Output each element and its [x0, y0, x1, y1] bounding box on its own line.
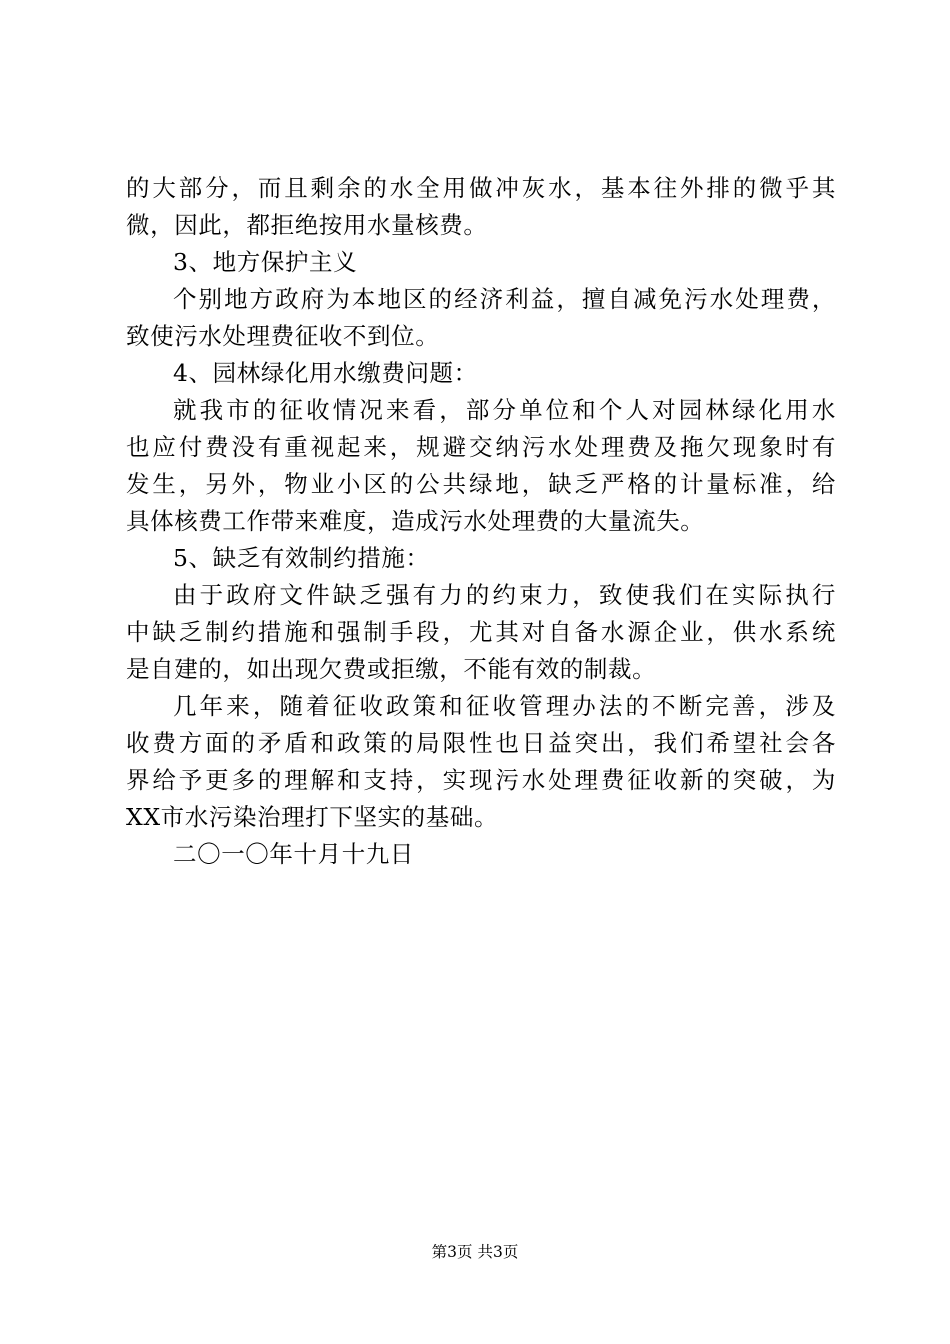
paragraph-line: 微，因此，都拒绝按用水量核费。 — [126, 211, 488, 239]
section-heading: 3、地方保护主义 — [173, 248, 358, 276]
document-body — [126, 170, 836, 873]
section-heading: 4、园林绿化用水缴费问题： — [173, 359, 478, 387]
paragraph-line: 发生，另外，物业小区的公共绿地，缺乏严格的计量标准，给 — [126, 470, 836, 498]
paragraph-line: 具体核费工作带来难度，造成污水处理费的大量流失。 — [126, 507, 705, 535]
paragraph-line: 是自建的，如出现欠费或拒缴，不能有效的制裁。 — [126, 655, 657, 683]
paragraph-line: 致使污水处理费征收不到位。 — [126, 322, 440, 350]
paragraph-line: 个别地方政府为本地区的经济利益，擅自减免污水处理费， — [173, 285, 836, 313]
paragraph-line: 由于政府文件缺乏强有力的约束力，致使我们在实际执行 — [173, 581, 836, 609]
paragraph-line: 几年来，随着征收政策和征收管理办法的不断完善，涉及 — [173, 692, 836, 720]
paragraph-line: 收费方面的矛盾和政策的局限性也日益突出，我们希望社会各 — [126, 729, 836, 757]
paragraph-line: 的大部分，而且剩余的水全用做冲灰水，基本往外排的微乎其 — [126, 174, 836, 202]
section-heading: 5、缺乏有效制约措施： — [173, 544, 430, 572]
paragraph-line: 也应付费没有重视起来，规避交纳污水处理费及拖欠现象时有 — [126, 433, 836, 461]
paragraph-line: 就我市的征收情况来看，部分单位和个人对园林绿化用水 — [173, 396, 836, 424]
paragraph-line: 界给予更多的理解和支持，实现污水处理费征收新的突破，为 — [126, 766, 836, 794]
paragraph-line: XX市水污染治理打下坚实的基础。 — [126, 803, 499, 831]
paragraph-line: 中缺乏制约措施和强制手段，尤其对自备水源企业，供水系统 — [126, 618, 836, 646]
page-number-footer: 第3页 共3页 — [431, 1243, 519, 1261]
document-date: 二〇一〇年十月十九日 — [173, 840, 414, 868]
